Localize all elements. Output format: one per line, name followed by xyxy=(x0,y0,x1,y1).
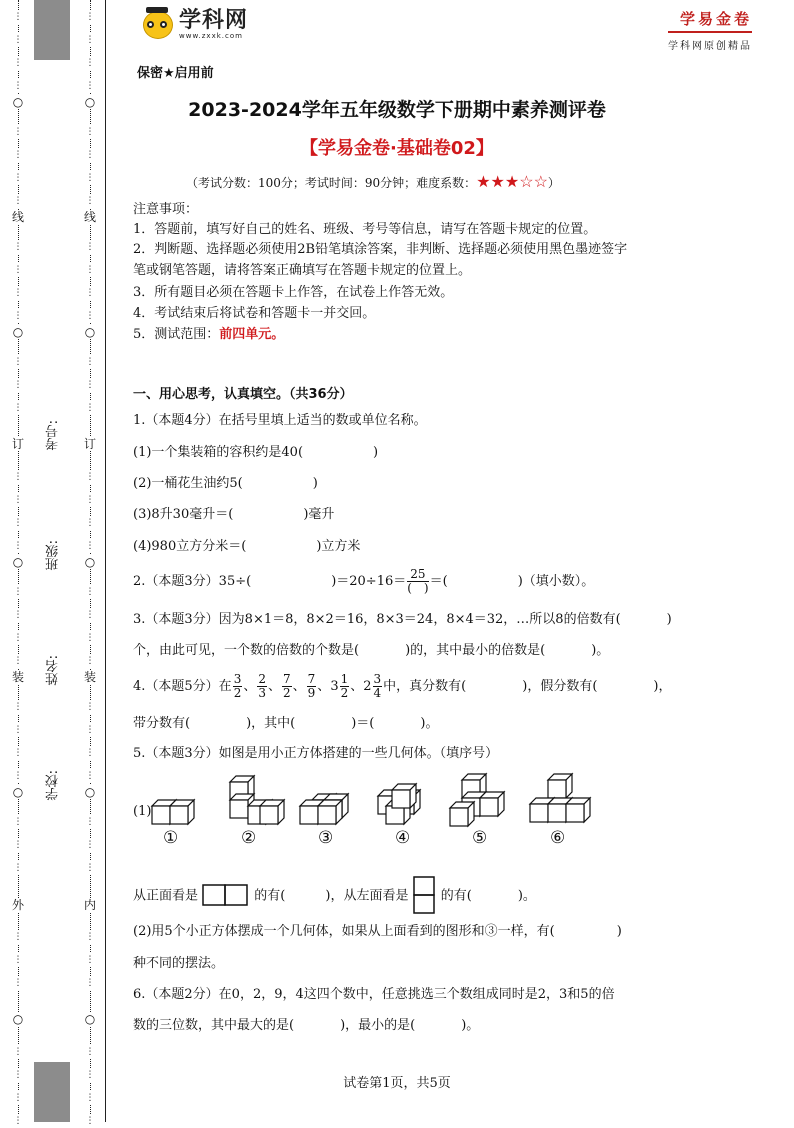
q5-part2-line-2: 种不同的摆法。 xyxy=(133,956,225,971)
logo-text: 学科网 xyxy=(179,8,249,33)
binding-inner-dots: ⋮ xyxy=(83,10,97,24)
binding-inner-dots: ⋮ xyxy=(83,263,97,277)
q5-stem: 5.（本题3分）如图是用小正方体搭建的一些几何体。（填序号） xyxy=(133,746,499,761)
front-view-shape xyxy=(202,884,250,908)
binding-outer-char: 外 xyxy=(11,898,24,912)
binding-outer-dots: ⋮ xyxy=(11,378,25,392)
note-scope-value: 前四单元。 xyxy=(219,327,285,342)
binding-outer-dots: ⋮ xyxy=(11,10,25,24)
binding-outer-dots: ⋮ xyxy=(11,148,25,162)
binding-inner-dots: ⋮ xyxy=(83,378,97,392)
binding-inner-dots: ⋮ xyxy=(83,355,97,369)
figure-3 xyxy=(300,794,348,824)
notes-heading: 注意事项： xyxy=(133,202,199,217)
binding-outer-char: 订 xyxy=(11,437,24,451)
binding-inner-dots: ⋮ xyxy=(83,79,97,93)
binding-outer-dots: ⋮ xyxy=(11,516,25,530)
q2-fraction: $\frac{25}{( )}$ xyxy=(407,567,429,595)
binding-outer-dots: ⋮ xyxy=(11,240,25,254)
figure-label-4: ④ xyxy=(395,828,411,848)
binding-inner-char: 线 xyxy=(83,210,96,224)
note-item: 笔或钢笔答题，请将答案正确填写在答题卡规定的位置上。 xyxy=(133,263,472,278)
q2: 2.（本题3分）35÷( )＝20÷16＝ $\frac{25}{( )}$ ＝( )（填小数）。 xyxy=(133,567,595,595)
binding-inner-dots: ⋮ xyxy=(83,861,97,875)
q5-part2-line-1: (2)用5个小正方体摆成一个几何体，如果从上面看到的图形和③一样，有( ) xyxy=(133,924,622,939)
binding-inner-dots: ⋮ xyxy=(83,493,97,507)
binding-outer-dots: ⋮ xyxy=(11,608,25,622)
binding-inner-dots: ⋮ xyxy=(83,401,97,415)
page-footer: 试卷第1页，共5页 xyxy=(343,1076,451,1091)
binding-inner-char: ○ xyxy=(84,555,96,569)
difficulty-stars-filled: ★★★ xyxy=(476,172,520,191)
binding-inner-dots: ⋮ xyxy=(83,1045,97,1059)
brand-title: 学易金卷 xyxy=(668,8,752,33)
binding-inner-char: ○ xyxy=(84,1012,96,1026)
q4-line-2: 带分数有( )，其中( )＝( )。 xyxy=(133,716,439,731)
binding-outer-char: ○ xyxy=(12,785,24,799)
binding-inner-dots: ⋮ xyxy=(83,976,97,990)
brand-subtitle: 学科网原创精品 xyxy=(668,41,752,52)
binding-outer-dots: ⋮ xyxy=(11,1091,25,1105)
binding-inner-dots: ⋮ xyxy=(83,516,97,530)
binding-outer-dots: ⋮ xyxy=(11,838,25,852)
figure-label-3: ③ xyxy=(318,828,334,848)
q3-line-1: 3.（本题3分）因为8×1＝8，8×2＝16，8×3＝24，8×4＝32，…所以8的倍数有( ) xyxy=(133,612,672,627)
binding-outer-dots: ⋮ xyxy=(11,654,25,668)
binding-outer-dots: ⋮ xyxy=(11,493,25,507)
exam-subtitle: 【学易金卷·基础卷02】 xyxy=(300,138,494,159)
binding-outer-dots: ⋮ xyxy=(11,263,25,277)
binding-outer-dots: ⋮ xyxy=(11,723,25,737)
binding-gray-band-top xyxy=(34,0,70,60)
secret-label: 保密★启用前 xyxy=(137,66,214,81)
binding-inner-dots: ⋮ xyxy=(83,470,97,484)
q4-line-1: 4.（本题5分）在 $\frac{3}{2}$ 、 $\frac{2}{3}$ 、 $\frac{7}{2}$ 、 $\frac{7}{9}$ 、3 $\frac{1}{2}$ 、2 $\frac{3}{4}$ 中，真分数有( )，假分数有( )， xyxy=(133,672,672,700)
binding-outer-dots: ⋮ xyxy=(11,125,25,139)
binding-outer-dots: ⋮ xyxy=(11,171,25,185)
binding-outer-dots: ⋮ xyxy=(11,930,25,944)
binding-inner-char: 订 xyxy=(83,437,96,451)
figure-label-5: ⑤ xyxy=(472,828,488,848)
binding-outer-dots: ⋮ xyxy=(11,286,25,300)
note-scope-prefix: 5．测试范围： xyxy=(133,327,220,342)
binding-outer-char: ○ xyxy=(12,555,24,569)
figure-4 xyxy=(378,784,420,824)
binding-outer-dots: ⋮ xyxy=(11,769,25,783)
binding-outer-dots: ⋮ xyxy=(11,470,25,484)
q6-line-1: 6.（本题2分）在0，2，9，4这四个数中，任意挑选三个数组成同时是2，3和5的倍 xyxy=(133,987,615,1002)
binding-outer-dots: ⋮ xyxy=(11,953,25,967)
binding-inner-char: 内 xyxy=(83,898,96,912)
field-exam-number: 考号: xyxy=(46,420,61,451)
binding-outer-dots: ⋮ xyxy=(11,355,25,369)
binding-inner-dots: ⋮ xyxy=(83,56,97,70)
binding-inner-dots: ⋮ xyxy=(83,838,97,852)
exam-info xyxy=(186,174,560,191)
left-view-shape xyxy=(413,876,437,916)
binding-inner-dots: ⋮ xyxy=(83,746,97,760)
cube-figures xyxy=(150,772,670,828)
figure-label-2: ② xyxy=(241,828,257,848)
q1-item-3: (3)8升30毫升＝( )毫升 xyxy=(133,507,335,522)
binding-inner-dots: ⋮ xyxy=(83,608,97,622)
note-item: 3．所有题目必须在答题卡上作答，在试卷上作答无效。 xyxy=(133,285,454,300)
q4-fraction: $\frac{7}{9}$ xyxy=(307,672,316,700)
binding-outer-dots: ⋮ xyxy=(11,861,25,875)
binding-inner-dots: ⋮ xyxy=(83,953,97,967)
binding-solid-line xyxy=(105,0,106,1122)
binding-inner-dots: ⋮ xyxy=(83,769,97,783)
logo-url: www.zxxk.com xyxy=(179,32,243,40)
note-scope xyxy=(133,327,284,343)
figure-5 xyxy=(450,774,504,826)
binding-outer-char: ○ xyxy=(12,325,24,339)
binding-inner-dots: ⋮ xyxy=(83,654,97,668)
binding-outer-char: 装 xyxy=(11,670,24,684)
exam-info-close: ） xyxy=(547,176,560,190)
q4-fraction: 2 $\frac{3}{4}$ xyxy=(363,672,382,700)
exam-title: 2023-2024学年五年级数学下册期中素养测评卷 xyxy=(188,99,606,121)
binding-inner-dots: ⋮ xyxy=(83,194,97,208)
exam-info-text: （考试分数：100分；考试时间：90分钟；难度系数： xyxy=(186,176,477,190)
binding-outer-dots: ⋮ xyxy=(11,33,25,47)
binding-outer-dots: ⋮ xyxy=(11,700,25,714)
figure-label-1: ① xyxy=(163,828,179,848)
binding-inner-dots: ⋮ xyxy=(83,631,97,645)
binding-inner-dots: ⋮ xyxy=(83,1091,97,1105)
q5-views-line: 从正面看是 的有( )，从左面看是 的有( )。 xyxy=(133,876,536,916)
binding-outer-dots: ⋮ xyxy=(11,976,25,990)
binding-outer-dots: ⋮ xyxy=(11,815,25,829)
figure-label-6: ⑥ xyxy=(550,828,566,848)
q4-fraction: $\frac{7}{2}$ xyxy=(283,672,291,700)
q1-item-4: (4)980立方分米＝( )立方米 xyxy=(133,539,361,554)
binding-inner-dots: ⋮ xyxy=(83,700,97,714)
binding-outer-dots: ⋮ xyxy=(11,585,25,599)
binding-inner-dots: ⋮ xyxy=(83,930,97,944)
figure-2 xyxy=(230,776,284,824)
binding-outer-dots: ⋮ xyxy=(11,746,25,760)
binding-inner-dots: ⋮ xyxy=(83,815,97,829)
binding-inner-char: ○ xyxy=(84,785,96,799)
binding-inner-dots: ⋮ xyxy=(83,585,97,599)
figure-6 xyxy=(530,774,590,822)
binding-outer-dots: ⋮ xyxy=(11,56,25,70)
logo-mascot-icon xyxy=(143,11,173,39)
q1-item-2: (2)一桶花生油约5( ) xyxy=(133,476,318,491)
binding-outer-dots: ⋮ xyxy=(11,539,25,553)
binding-outer-char: ○ xyxy=(12,95,24,109)
binding-inner-dots: ⋮ xyxy=(83,171,97,185)
binding-outer-char: 线 xyxy=(11,210,24,224)
brand-block xyxy=(668,8,752,52)
binding-outer-dots: ⋮ xyxy=(11,194,25,208)
binding-inner-dots: ⋮ xyxy=(83,240,97,254)
note-item: 2．判断题、选择题必须使用2B铅笔填涂答案，非判断、选择题必须使用黑色墨迹签字 xyxy=(133,242,628,257)
binding-outer-dots: ⋮ xyxy=(11,1114,25,1128)
binding-inner-dots: ⋮ xyxy=(83,539,97,553)
binding-inner-char: ○ xyxy=(84,325,96,339)
figure-1 xyxy=(152,800,194,824)
difficulty-stars-empty: ☆☆ xyxy=(519,172,548,191)
q4-fraction: $\frac{2}{3}$ xyxy=(258,672,266,700)
section-heading: 一、用心思考，认真填空。（共36分） xyxy=(133,387,353,402)
q1-item-1: (1)一个集装箱的容积约是40( ) xyxy=(133,445,379,460)
binding-inner-dots: ⋮ xyxy=(83,1114,97,1128)
binding-outer-dots: ⋮ xyxy=(11,401,25,415)
binding-outer-dots: ⋮ xyxy=(11,631,25,645)
binding-outer-dots: ⋮ xyxy=(11,1068,25,1082)
zxxk-logo xyxy=(143,10,248,40)
binding-outer-dots: ⋮ xyxy=(11,79,25,93)
binding-outer-char: ○ xyxy=(12,1012,24,1026)
binding-inner-char: 装 xyxy=(83,670,96,684)
binding-inner-dots: ⋮ xyxy=(83,33,97,47)
note-item: 4．考试结束后将试卷和答题卡一并交回。 xyxy=(133,306,376,321)
field-name: 姓名: xyxy=(46,655,61,686)
binding-inner-dots: ⋮ xyxy=(83,309,97,323)
binding-inner-dots: ⋮ xyxy=(83,723,97,737)
q4-fraction: 3 $\frac{1}{2}$ xyxy=(330,672,349,700)
q5-part1-label: (1) xyxy=(133,804,152,819)
binding-outer-dots: ⋮ xyxy=(11,309,25,323)
q4-fraction: $\frac{3}{2}$ xyxy=(233,672,242,700)
binding-inner-dots: ⋮ xyxy=(83,1068,97,1082)
q3-line-2: 个，由此可见，一个数的倍数的个数是( )的，其中最小的倍数是( )。 xyxy=(133,643,610,658)
binding-gray-band-bottom xyxy=(34,1062,70,1122)
binding-inner-dots: ⋮ xyxy=(83,148,97,162)
binding-inner-dots: ⋮ xyxy=(83,286,97,300)
binding-inner-dots: ⋮ xyxy=(83,125,97,139)
q6-line-2: 数的三位数，其中最大的是( )，最小的是( )。 xyxy=(133,1018,480,1033)
binding-outer-dots: ⋮ xyxy=(11,1045,25,1059)
note-item: 1．答题前，填写好自己的姓名、班级、考号等信息，请写在答题卡规定的位置。 xyxy=(133,222,597,237)
field-school: 学校: xyxy=(46,770,61,801)
field-class: 班级: xyxy=(46,540,61,571)
q1-stem: 1.（本题4分）在括号里填上适当的数或单位名称。 xyxy=(133,413,427,428)
binding-inner-char: ○ xyxy=(84,95,96,109)
